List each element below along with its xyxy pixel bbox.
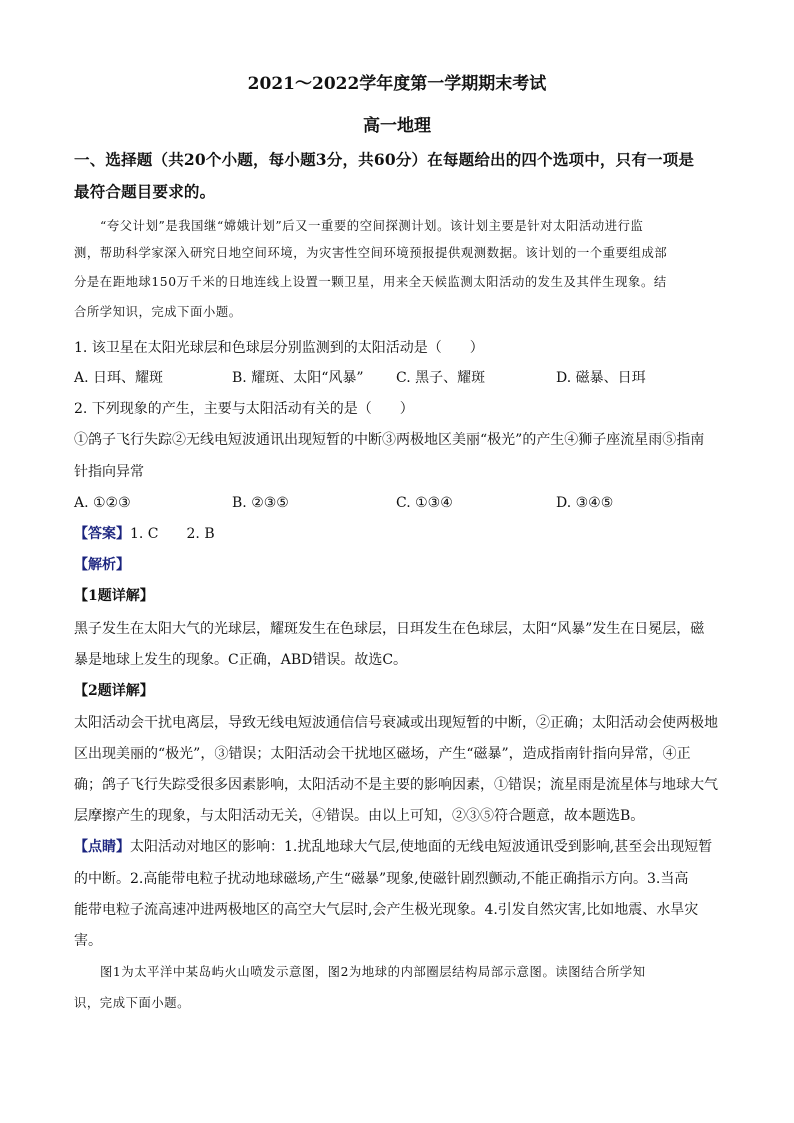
material1-line: 分是在距地球150万千米的日地连线上设置一颗卫星，用来全天候监测太阳活动的发生及其伴生现象。结 xyxy=(74,275,667,289)
material1-line: 合所学知识，完成下面小题。 xyxy=(74,305,242,319)
q1-option-b: B. 耀斑、太阳“风暴” xyxy=(232,370,364,386)
q1-option-a: A. 日珥、耀斑 xyxy=(74,370,164,386)
q2-option-a: A. ①②③ xyxy=(74,495,131,511)
detail1-label: 【1题详解】 xyxy=(74,588,154,604)
detail2-line: 区出现美丽的“极光”，③错误；太阳活动会干扰地区磁场，产生“磁暴”，造成指南针指向异常，④正 xyxy=(74,746,691,762)
tip-line: 的中断。2.高能带电粒子扰动地球磁场,产生“磁暴”现象,使磁针剧烈颤动,不能正确指示方向。3.当高 xyxy=(74,871,689,887)
q2-items-line1: ①鸽子飞行失踪②无线电短波通讯出现短暂的中断③两极地区美丽“极光”的产生④狮子座流星雨⑤指南 xyxy=(74,432,705,448)
section-heading-line1: 一、选择题（共20个小题，每小题3分，共60分）在每题给出的四个选项中，只有一项是 xyxy=(74,150,695,169)
answer-text: 1. C 2. B xyxy=(130,526,215,542)
exam-title: 2021～2022学年度第一学期期末考试 xyxy=(247,74,547,94)
q2-option-c: C. ①③④ xyxy=(396,495,453,511)
tip-line xyxy=(74,835,724,859)
q1-option-d: D. 磁暴、日珥 xyxy=(556,370,646,386)
detail1-line: 暴是地球上发生的现象。C正确，ABD错误。故选C。 xyxy=(74,652,408,668)
q2-items-line2: 针指向异常 xyxy=(74,464,144,480)
analysis-label: 【解析】 xyxy=(74,557,130,573)
detail1-line: 黑子发生在太阳大气的光球层，耀斑发生在色球层，日珥发生在色球层，太阳“风暴”发生在日冕层，磁 xyxy=(74,621,705,637)
subject-title: 高一地理 xyxy=(363,116,431,136)
q1-stem: 1. 该卫星在太阳光球层和色球层分别监测到的太阳活动是（ ） xyxy=(74,340,484,356)
detail2-label: 【2题详解】 xyxy=(74,683,154,699)
tip-line: 害。 xyxy=(74,933,102,949)
tip-label: 【点睛】 xyxy=(74,839,130,855)
q2-option-d: D. ③④⑤ xyxy=(556,495,614,511)
detail2-line: 层摩擦产生的现象，与太阳活动无关，④错误。由以上可知，②③⑤符合题意，故本题选B。 xyxy=(74,808,645,824)
tip-text: 太阳活动对地区的影响：1.扰乱地球大气层,使地面的无线电短波通讯受到影响,甚至会出现短暂 xyxy=(130,839,713,855)
q1-option-c: C. 黑子、耀斑 xyxy=(396,370,486,386)
section-heading-line2: 最符合题目要求的。 xyxy=(74,182,216,201)
q2-stem: 2. 下列现象的产生，主要与太阳活动有关的是（ ） xyxy=(74,401,414,417)
detail2-line: 确；鸽子飞行失踪受很多因素影响，太阳活动不是主要的影响因素，①错误；流星雨是流星体与地球大气 xyxy=(74,777,718,793)
material2-line: 识，完成下面小题。 xyxy=(74,996,191,1010)
answer-label: 【答案】 xyxy=(74,526,130,542)
material1-line: 测，帮助科学家深入研究日地空间环境，为灾害性空间环境预报提供观测数据。该计划的一个重要组成部 xyxy=(74,246,668,260)
material1-line: “夸父计划”是我国继“嫦娥计划”后又一重要的空间探测计划。该计划主要是针对太阳活动进行监 xyxy=(100,219,644,233)
tip-line: 能带电粒子流高速冲进两极地区的高空大气层时,会产生极光现象。4.引发自然灾害,比如地震、水旱灾 xyxy=(74,902,699,918)
q2-option-b: B. ②③⑤ xyxy=(232,495,289,511)
answer-line xyxy=(74,522,724,546)
material2-line: 图1为太平洋中某岛屿火山喷发示意图，图2为地球的内部圈层结构局部示意图。读图结合所学知 xyxy=(100,965,646,979)
detail2-line: 太阳活动会干扰电离层，导致无线电短波通信信号衰减或出现短暂的中断，②正确；太阳活动会使两极地 xyxy=(74,715,718,731)
